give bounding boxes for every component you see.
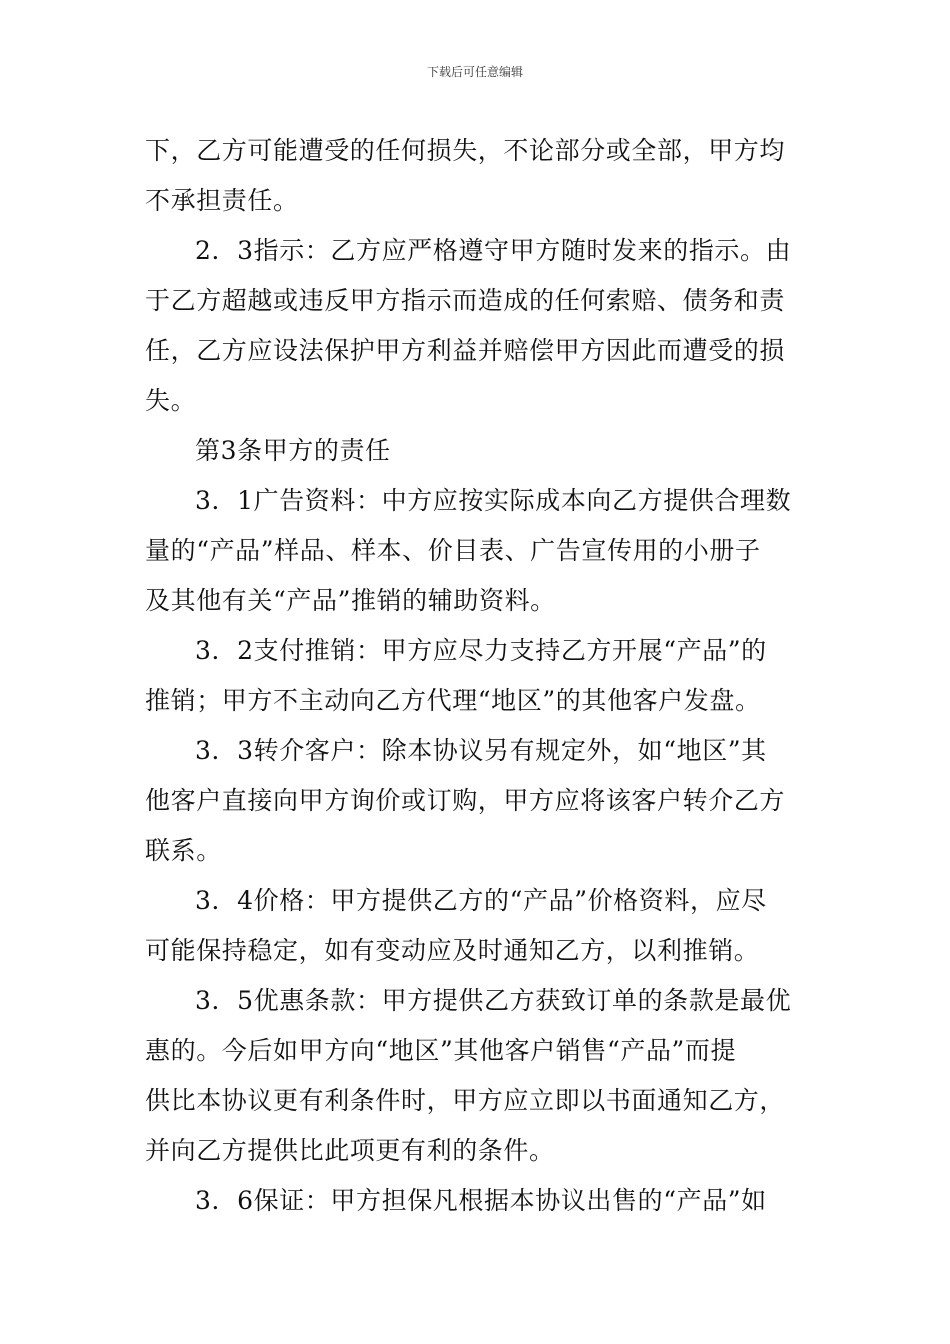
text-line: 量的“产品”样品、样本、价目表、广告宣传用的小册子 xyxy=(145,536,761,565)
clause-2-3-line: 2．3指示：乙方应严格遵守甲方随时发来的指示。由 xyxy=(195,236,792,265)
page-header: 下载后可任意编辑 xyxy=(426,65,523,79)
text-line: 不承担责任。 xyxy=(145,186,299,215)
text-line: 下，乙方可能遭受的任何损失，不论部分或全部，甲方均 xyxy=(145,136,786,165)
clause-3-6-line: 3．6保证：甲方担保凡根据本协议出售的“产品”如 xyxy=(195,1186,767,1215)
clause-3-4-line: 3．4价格：甲方提供乙方的“产品”价格资料，应尽 xyxy=(195,886,767,915)
text-line: 并向乙方提供比此项更有利的条件。 xyxy=(145,1136,555,1165)
text-line: 任，乙方应设法保护甲方利益并赔偿甲方因此而遭受的损 xyxy=(145,336,786,365)
text-line: 推销；甲方不主动向乙方代理“地区”的其他客户发盘。 xyxy=(145,686,761,715)
text-line: 可能保持稳定，如有变动应及时通知乙方，以利推销。 xyxy=(145,936,760,965)
clause-3-2-line: 3．2支付推销：甲方应尽力支持乙方开展“产品”的 xyxy=(195,636,767,665)
clause-3-1-line: 3．1广告资料：中方应按实际成本向乙方提供合理数 xyxy=(195,486,792,515)
clause-3-3-line: 3．3转介客户：除本协议另有规定外，如“地区”其 xyxy=(195,736,767,765)
text-line: 及其他有关“产品”推销的辅助资料。 xyxy=(145,586,556,615)
section-heading: 第3条甲方的责任 xyxy=(195,436,391,465)
text-line: 失。 xyxy=(145,386,197,415)
document-body xyxy=(145,126,807,1226)
clause-3-5-line: 3．5优惠条款：甲方提供乙方获致订单的条款是最优 xyxy=(195,986,792,1015)
text-line: 供比本协议更有利条件时，甲方应立即以书面通知乙方， xyxy=(145,1086,786,1115)
text-line: 于乙方超越或违反甲方指示而造成的任何索赔、债务和责 xyxy=(145,286,786,315)
text-line: 联系。 xyxy=(145,836,222,865)
text-line: 他客户直接向甲方询价或订购，甲方应将该客户转介乙方 xyxy=(145,786,786,815)
text-line: 惠的。今后如甲方向“地区”其他客户销售“产品”而提 xyxy=(145,1036,737,1065)
